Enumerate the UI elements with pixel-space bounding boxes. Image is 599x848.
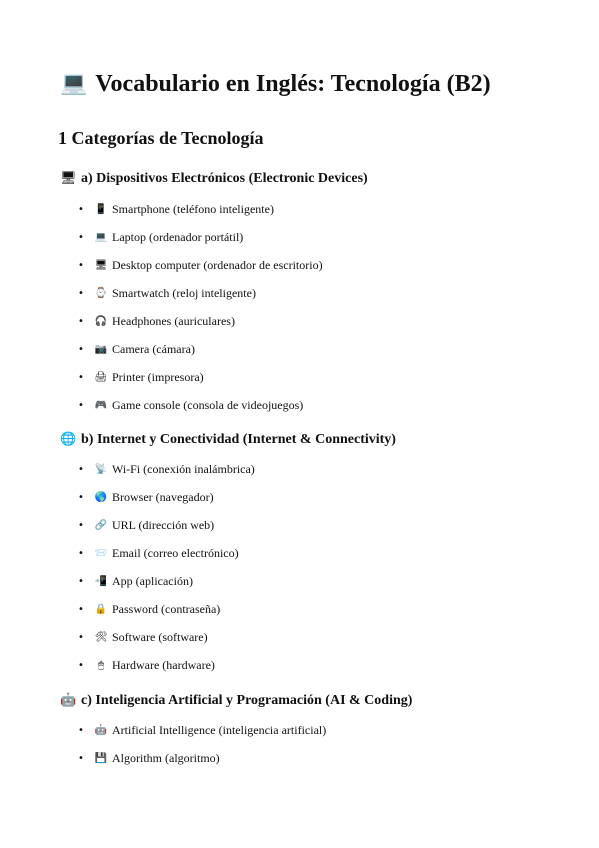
incoming-envelope-icon: 📨 [94, 547, 108, 559]
list-item-text: App (aplicación) [112, 573, 193, 588]
bullet: • [78, 519, 84, 531]
subsection-heading-text: c) Inteligencia Artificial y Programación (AI & Coding) [81, 693, 413, 708]
page-title [60, 68, 491, 100]
hammer-wrench-icon: 🛠 [94, 631, 108, 643]
bullet: • [78, 399, 84, 411]
list-item [78, 511, 255, 539]
subsection-heading-internet [60, 431, 396, 449]
list-item [78, 744, 326, 772]
list-item-text: Hardware (hardware) [112, 657, 215, 672]
bullet: • [78, 724, 84, 736]
list-item [78, 623, 255, 651]
bullet: • [78, 203, 84, 215]
list-item [78, 391, 323, 419]
list-item-text: Camera (cámara) [112, 341, 195, 356]
bullet: • [78, 547, 84, 559]
list-item-text: Software (software) [112, 629, 208, 644]
bullet: • [78, 315, 84, 327]
list-item [78, 363, 323, 391]
list-item-text: Headphones (auriculares) [112, 313, 235, 328]
list-item-text: URL (dirección web) [112, 517, 215, 532]
list-item [78, 567, 255, 595]
mouse-icon: 🖱 [98, 659, 104, 671]
game-controller-icon: 🎮 [94, 399, 108, 411]
headphones-icon: 🎧 [94, 315, 108, 327]
mobile-phone-icon: 📱 [94, 203, 108, 215]
bullet: • [78, 659, 84, 671]
list-item-text: Browser (navegador) [112, 489, 214, 504]
list-item-text: Wi-Fi (conexión inalámbrica) [112, 461, 255, 476]
bullet: • [78, 287, 84, 299]
mobile-arrow-icon: 📲 [94, 575, 108, 587]
subsection-heading-text: b) Internet y Conectividad (Internet & Connectivity) [81, 432, 396, 447]
robot-icon: 🤖 [60, 693, 77, 708]
bullet: • [78, 603, 84, 615]
satellite-antenna-icon: 📡 [94, 463, 108, 475]
list-item [78, 539, 255, 567]
bullet: • [78, 575, 84, 587]
ai-list [78, 716, 326, 772]
list-item-text: Smartphone (teléfono inteligente) [112, 201, 274, 216]
list-item [78, 223, 323, 251]
list-item-text: Email (correo electrónico) [112, 545, 239, 560]
list-item-text: Algorithm (algoritmo) [112, 750, 220, 765]
list-item [78, 651, 255, 679]
list-item-text: Artificial Intelligence (inteligencia artificial) [112, 722, 327, 737]
printer-icon: 🖨 [94, 371, 108, 383]
bullet: • [78, 371, 84, 383]
list-item [78, 335, 323, 363]
devices-list [78, 195, 323, 419]
subsection-heading-ai [60, 692, 412, 710]
bullet: • [78, 631, 84, 643]
list-item [78, 195, 323, 223]
subsection-heading-devices [60, 170, 368, 188]
internet-list [78, 455, 255, 679]
laptop-icon: 💻 [94, 231, 108, 243]
list-item-text: Password (contraseña) [112, 601, 221, 616]
list-item-text: Game console (consola de videojuegos) [112, 397, 304, 412]
lock-icon: 🔒 [94, 603, 108, 615]
link-icon: 🔗 [94, 519, 108, 531]
bullet: • [78, 491, 84, 503]
bullet: • [78, 259, 84, 271]
globe-icon: 🌐 [60, 432, 77, 447]
list-item [78, 307, 323, 335]
page-title-text: Vocabulario en Inglés: Tecnología (B2) [95, 71, 491, 97]
list-item [78, 716, 326, 744]
globe-earth-icon: 🌎 [94, 491, 108, 503]
watch-icon: ⌚ [94, 287, 108, 299]
floppy-disk-icon: 💾 [94, 752, 108, 764]
desktop-computer-icon: 🖥 [94, 259, 108, 271]
robot-icon: 🤖 [94, 724, 108, 736]
bullet: • [78, 463, 84, 475]
bullet: • [78, 231, 84, 243]
bullet: • [78, 752, 84, 764]
list-item-text: Printer (impresora) [112, 369, 204, 384]
list-item [78, 251, 323, 279]
list-item-text: Desktop computer (ordenador de escritorio) [112, 257, 323, 272]
list-item-text: Smartwatch (reloj inteligente) [112, 285, 256, 300]
list-item [78, 483, 255, 511]
laptop-icon: 💻 [60, 71, 88, 96]
list-item [78, 595, 255, 623]
subsection-heading-text: a) Dispositivos Electrónicos (Electronic Devices) [81, 171, 368, 186]
list-item-text: Laptop (ordenador portátil) [112, 229, 244, 244]
list-item [78, 279, 323, 307]
bullet: • [78, 343, 84, 355]
camera-icon: 📷 [94, 343, 108, 355]
desktop-computer-icon: 🖥 [60, 171, 77, 186]
list-item [78, 455, 255, 483]
section-heading-categories: 1 Categorías de Tecnología [58, 128, 264, 148]
